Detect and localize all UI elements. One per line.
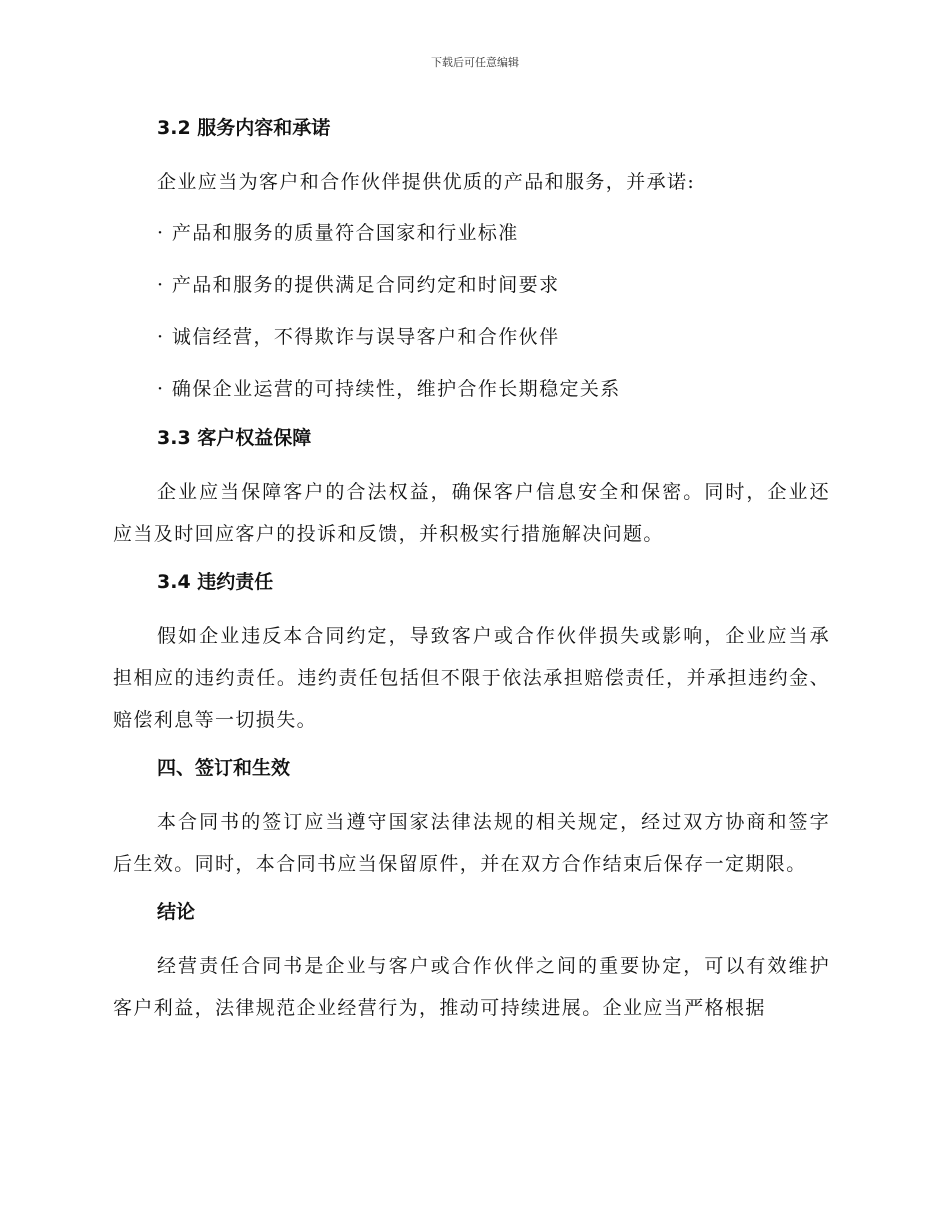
document-body	[113, 110, 830, 1038]
section-3-2-intro: 企业应当为客户和合作伙伴提供优质的产品和服务，并承诺:	[157, 171, 696, 193]
commitment-list-item: · 产品和服务的质量符合国家和行业标准	[157, 222, 519, 244]
commitment-list-item: · 确保企业运营的可持续性，维护合作长期稳定关系	[157, 378, 621, 400]
section-3-3-body: 企业应当保障客户的合法权益，确保客户信息安全和保密。同时，企业还应当及时回应客户的投诉和反馈，并积极实行措施解决问题。	[113, 481, 830, 545]
section-3-3-heading: 3.3 客户权益保障	[157, 427, 312, 449]
section-4-body: 本合同书的签订应当遵守国家法律法规的相关规定，经过双方协商和签字后生效。同时，本合同书应当保留原件，并在双方合作结束后保存一定期限。	[113, 811, 830, 875]
section-3-4-heading: 3.4 违约责任	[157, 571, 274, 593]
conclusion-body: 经营责任合同书是企业与客户或合作伙伴之间的重要协定，可以有效维护客户利益，法律规范企业经营行为，推动可持续进展。企业应当严格根据	[113, 955, 830, 1019]
section-4-heading: 四、签订和生效	[157, 757, 291, 779]
commitment-list-item: · 产品和服务的提供满足合同约定和时间要求	[157, 274, 560, 296]
conclusion-heading: 结论	[157, 901, 196, 923]
commitment-list-item: · 诚信经营，不得欺诈与误导客户和合作伙伴	[157, 326, 560, 348]
section-3-2-heading: 3.2 服务内容和承诺	[157, 117, 331, 139]
section-3-4-body: 假如企业违反本合同约定，导致客户或合作伙伴损失或影响，企业应当承担相应的违约责任。违约责任包括但不限于依法承担赔偿责任，并承担违约金、赔偿利息等一切损失。	[113, 625, 830, 731]
page-header-note: 下载后可任意编辑	[431, 56, 519, 69]
